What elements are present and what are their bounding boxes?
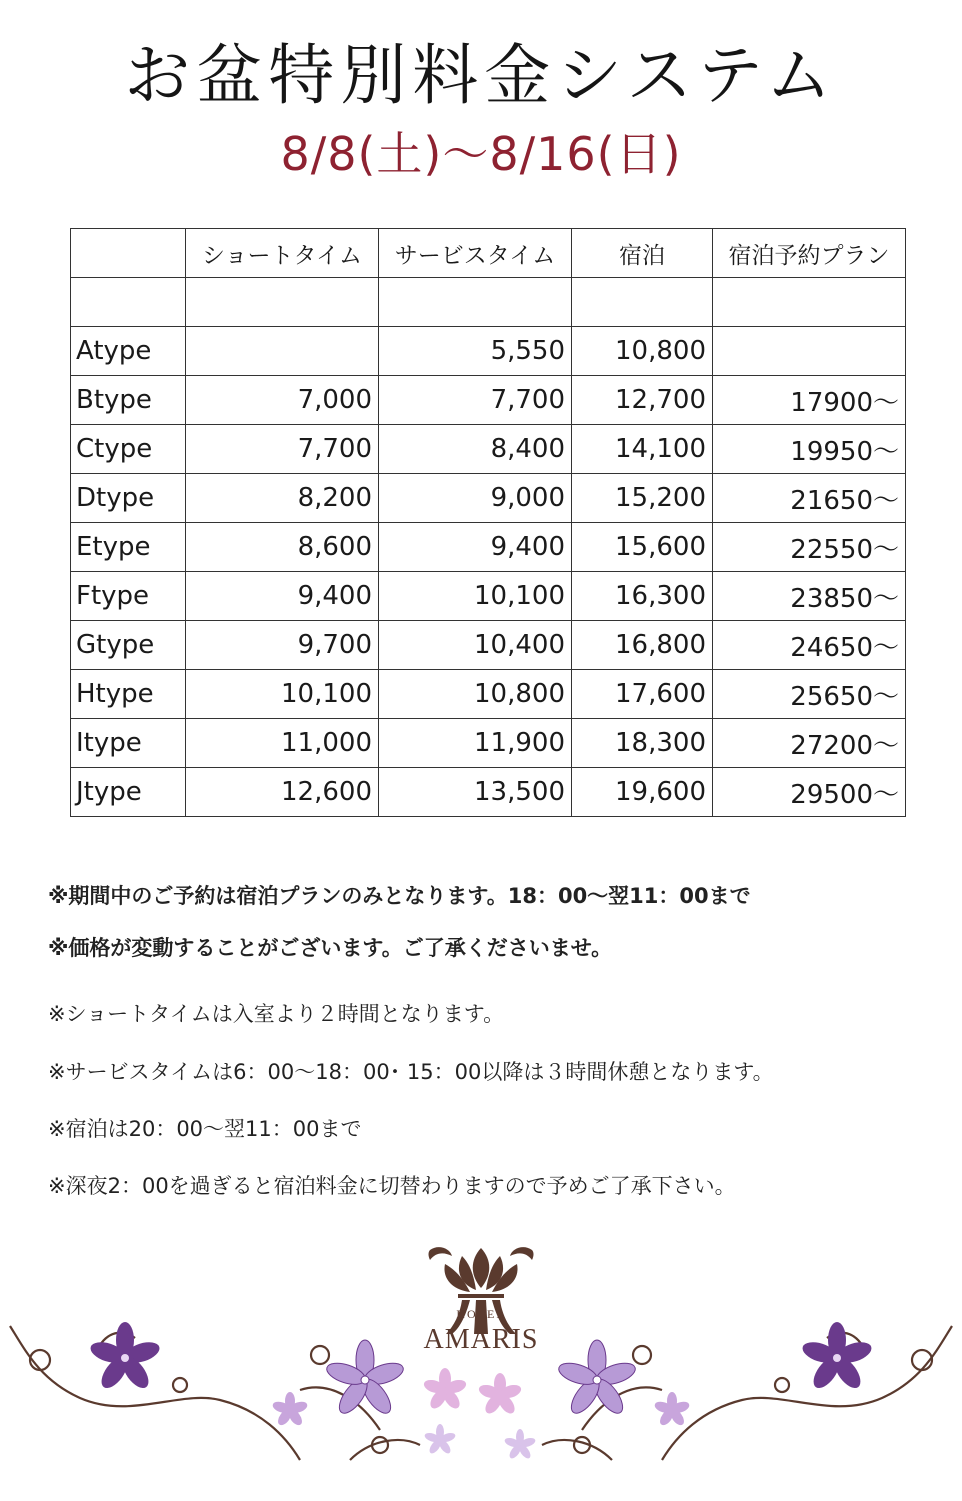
table-row bbox=[71, 523, 906, 572]
row-label: Etype bbox=[71, 523, 186, 572]
short-time-price: 9,700 bbox=[186, 621, 379, 670]
stay-price: 14,100 bbox=[572, 425, 713, 474]
row-label: Btype bbox=[71, 376, 186, 425]
table-header-row bbox=[71, 229, 906, 278]
table-row bbox=[71, 376, 906, 425]
stay-plan-price: 21650～ bbox=[713, 474, 906, 523]
row-label: Itype bbox=[71, 719, 186, 768]
short-time-price: 9,400 bbox=[186, 572, 379, 621]
service-time-price: 13,500 bbox=[379, 768, 572, 817]
short-time-price: 7,700 bbox=[186, 425, 379, 474]
short-time-price: 7,000 bbox=[186, 376, 379, 425]
stay-plan-price: 19950～ bbox=[713, 425, 906, 474]
header-short-time: ショートタイム bbox=[186, 229, 379, 278]
row-label: Jtype bbox=[71, 768, 186, 817]
rate-table bbox=[70, 228, 906, 817]
service-time-price: 7,700 bbox=[379, 376, 572, 425]
table-row bbox=[71, 327, 906, 376]
note-line: ※価格が変動することがございます。ご了承くださいませ。 bbox=[48, 936, 613, 960]
service-time-price: 11,900 bbox=[379, 719, 572, 768]
header-stay-plan: 宿泊予約プラン bbox=[713, 229, 906, 278]
service-time-price: 10,800 bbox=[379, 670, 572, 719]
row-label: Ctype bbox=[71, 425, 186, 474]
stay-price: 16,300 bbox=[572, 572, 713, 621]
header-service-time: サービスタイム bbox=[379, 229, 572, 278]
stay-price: 19,600 bbox=[572, 768, 713, 817]
note-line: ※深夜2：00を過ぎると宿泊料金に切替わりますので予めご了承下さい。 bbox=[48, 1174, 736, 1198]
stay-price: 12,700 bbox=[572, 376, 713, 425]
stay-price: 18,300 bbox=[572, 719, 713, 768]
stay-plan-price: 29500～ bbox=[713, 768, 906, 817]
note-line: ※ショートタイムは入室より２時間となります。 bbox=[48, 1002, 505, 1026]
table-row bbox=[71, 572, 906, 621]
stay-plan-price bbox=[713, 278, 906, 327]
stay-price: 15,200 bbox=[572, 474, 713, 523]
service-time-price: 5,550 bbox=[379, 327, 572, 376]
stay-price: 16,800 bbox=[572, 621, 713, 670]
service-time-price: 9,400 bbox=[379, 523, 572, 572]
row-label: Gtype bbox=[71, 621, 186, 670]
logo-hotel-text: HOTEL bbox=[456, 1307, 506, 1321]
short-time-price bbox=[186, 278, 379, 327]
stay-plan-price: 22550～ bbox=[713, 523, 906, 572]
row-label: Htype bbox=[71, 670, 186, 719]
stay-price bbox=[572, 278, 713, 327]
note-line: ※サービスタイムは6：00～18：00･ 15：00以降は３時間休憩となります。 bbox=[48, 1060, 774, 1084]
service-time-price: 9,000 bbox=[379, 474, 572, 523]
table-row bbox=[71, 474, 906, 523]
stay-plan-price: 17900～ bbox=[713, 376, 906, 425]
hotel-logo-decoration bbox=[0, 1230, 962, 1501]
stay-price: 10,800 bbox=[572, 327, 713, 376]
service-time-price: 8,400 bbox=[379, 425, 572, 474]
row-label bbox=[71, 278, 186, 327]
stay-price: 17,600 bbox=[572, 670, 713, 719]
stay-plan-price: 27200～ bbox=[713, 719, 906, 768]
stay-plan-price: 25650～ bbox=[713, 670, 906, 719]
row-label: Ftype bbox=[71, 572, 186, 621]
service-time-price: 10,400 bbox=[379, 621, 572, 670]
table-row bbox=[71, 621, 906, 670]
note-line: ※期間中のご予約は宿泊プランのみとなります。18：00～翌11：00まで bbox=[48, 884, 751, 908]
stay-price: 15,600 bbox=[572, 523, 713, 572]
short-time-price bbox=[186, 327, 379, 376]
table-row bbox=[71, 278, 906, 327]
row-label: Atype bbox=[71, 327, 186, 376]
stay-plan-price bbox=[713, 327, 906, 376]
header-corner bbox=[71, 229, 186, 278]
header-stay: 宿泊 bbox=[572, 229, 713, 278]
short-time-price: 11,000 bbox=[186, 719, 379, 768]
short-time-price: 12,600 bbox=[186, 768, 379, 817]
stay-plan-price: 23850～ bbox=[713, 572, 906, 621]
table-row bbox=[71, 768, 906, 817]
page-title: お盆特別料金システム bbox=[124, 37, 838, 114]
stay-plan-price: 24650～ bbox=[713, 621, 906, 670]
service-time-price: 10,100 bbox=[379, 572, 572, 621]
date-range: 8/8(土)～8/16(日) bbox=[280, 127, 682, 181]
row-label: Dtype bbox=[71, 474, 186, 523]
short-time-price: 8,600 bbox=[186, 523, 379, 572]
table-row bbox=[71, 719, 906, 768]
note-line: ※宿泊は20：00～翌11：00まで bbox=[48, 1117, 362, 1141]
short-time-price: 8,200 bbox=[186, 474, 379, 523]
short-time-price: 10,100 bbox=[186, 670, 379, 719]
table-row bbox=[71, 425, 906, 474]
service-time-price bbox=[379, 278, 572, 327]
logo-name-text: AMARIS bbox=[423, 1324, 539, 1355]
table-row bbox=[71, 670, 906, 719]
